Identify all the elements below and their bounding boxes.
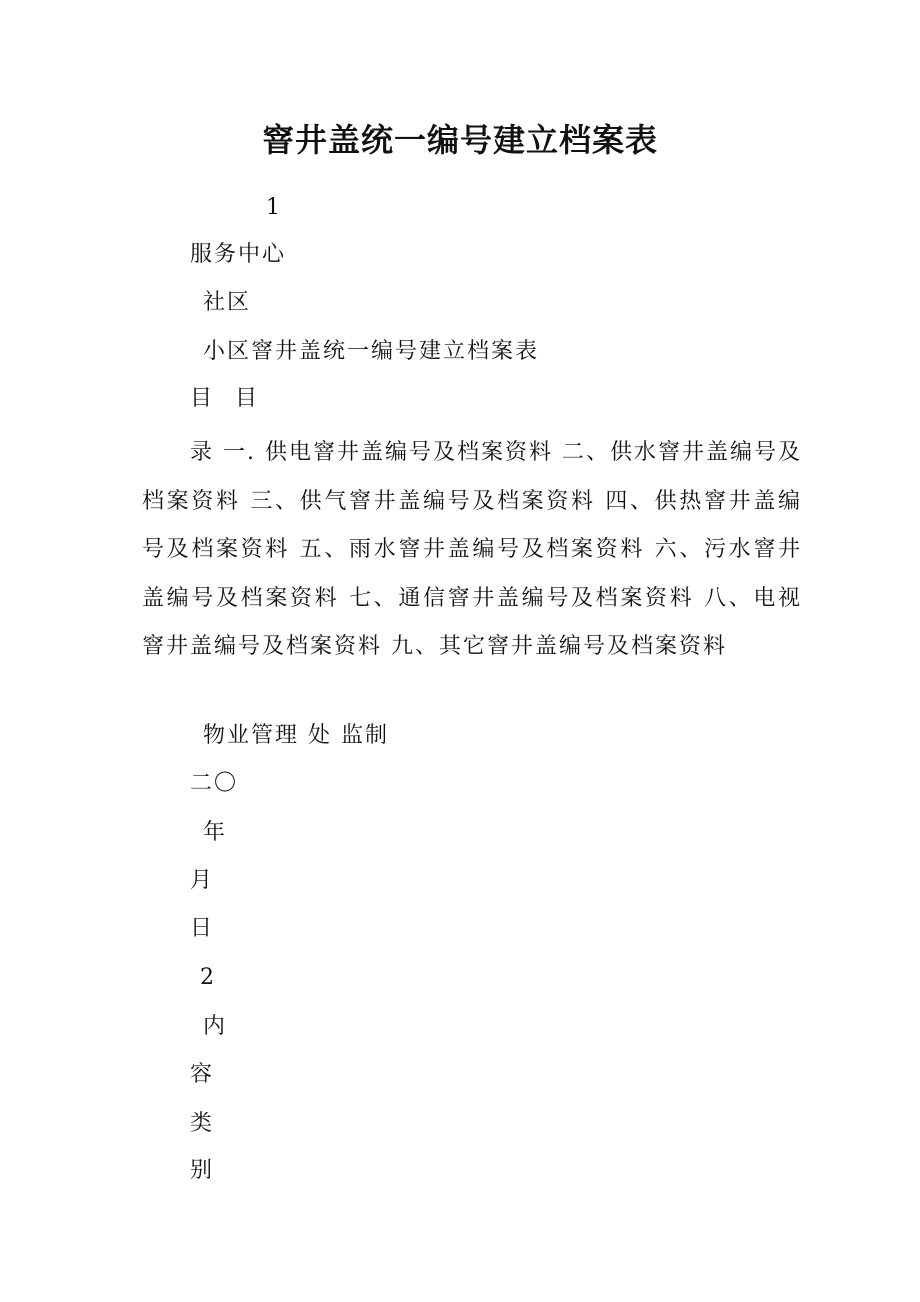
date-year-prefix: 二〇 <box>190 771 239 796</box>
supervisor-line: 物业管理 处 监制 <box>203 723 389 748</box>
content-char-4: 别 <box>190 1158 215 1183</box>
content-char-1: 内 <box>203 1014 228 1039</box>
date-day-label: 日 <box>190 916 215 941</box>
toc-heading: 目 目 <box>190 386 265 411</box>
page-number-1: 1 <box>266 195 282 220</box>
date-year-label: 年 <box>203 820 228 845</box>
community-label: 社区 <box>203 290 252 315</box>
service-center-label: 服务中心 <box>190 242 287 267</box>
content-char-3: 类 <box>190 1111 215 1136</box>
document-title: 窨井盖统一编号建立档案表 <box>261 121 658 159</box>
document-subtitle: 小区窨井盖统一编号建立档案表 <box>203 339 540 364</box>
date-month-label: 月 <box>190 868 215 893</box>
page-number-2: 2 <box>200 965 216 990</box>
toc-body: 录 一. 供电窨井盖编号及档案资料 二、供水窨井盖编号及档案资料 三、供气窨井盖编号及档案资料 四、供热窨井盖编号及档案资料 五、雨水窨井盖编号及档案资料 六、污水窨井盖编号及档案资料 七、通信窨井盖编号及档案资料 八、电视窨井盖编号及档案资料 九、其它窨井盖编号及档案资料 <box>142 440 802 659</box>
content-char-2: 容 <box>190 1062 215 1087</box>
